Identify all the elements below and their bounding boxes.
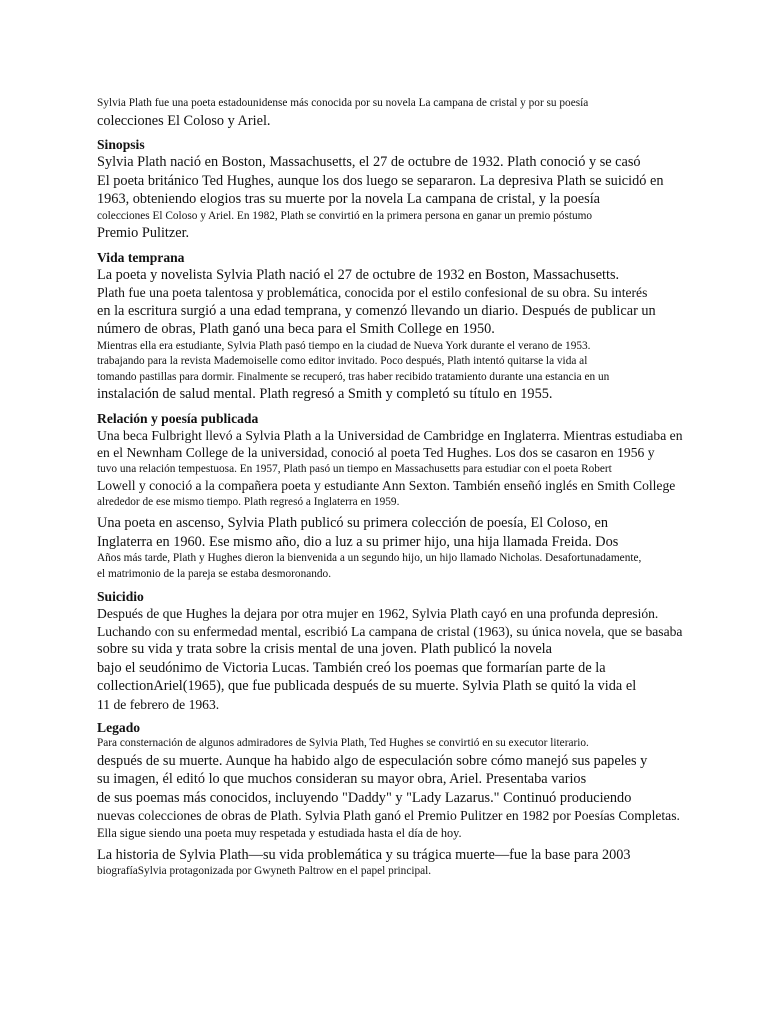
section-heading: Sinopsis bbox=[97, 137, 145, 152]
text-line: La historia de Sylvia Plath—su vida problemática y su trágica muerte—fue la base para 2003 bbox=[97, 846, 631, 863]
text-line: colecciones El Coloso y Ariel. bbox=[97, 112, 271, 129]
text-line: Después de que Hughes la dejara por otra mujer en 1962, Sylvia Plath cayó en una profunda depresión. bbox=[97, 606, 659, 621]
text-line: Inglaterra en 1960. Ese mismo año, dio a luz a su primer hijo, una hija llamada Freida. Dos bbox=[97, 533, 619, 550]
text-line: Ella sigue siendo una poeta muy respetada y estudiada hasta el día de hoy. bbox=[97, 825, 462, 840]
text-line: trabajando para la revista Mademoiselle como editor invitado. Poco después, Plath intentó quitarse la vida al bbox=[97, 355, 588, 367]
text-line: tuvo una relación tempestuosa. En 1957, Plath pasó un tiempo en Massachusetts para estudiar con el poeta Robert bbox=[97, 462, 612, 475]
section-heading: Suicidio bbox=[97, 589, 144, 604]
text-line: Una beca Fulbright llevó a Sylvia Plath a la Universidad de Cambridge en Inglaterra. Mientras estudiaba en bbox=[97, 427, 683, 443]
text-line: en la escritura surgió a una edad temprana, y comenzó llevando un diario. Después de publicar un bbox=[97, 302, 656, 319]
text-line: colecciones El Coloso y Ariel. En 1982, Plath se convirtió en la primera persona en ganar un premio póstumo bbox=[97, 209, 593, 222]
text-line: alrededor de ese mismo tiempo. Plath regresó a Inglaterra en 1959. bbox=[97, 495, 400, 508]
text-line: bajo el seudónimo de Victoria Lucas. También creó los poemas que formarían parte de la bbox=[97, 659, 606, 676]
section-relacion bbox=[97, 410, 697, 583]
text-line: nuevas colecciones de obras de Plath. Sylvia Plath ganó el Premio Pulitzer en 1982 por Poesías Completas. bbox=[97, 808, 680, 823]
text-line: Sylvia Plath fue una poeta estadounidense más conocida por su novela La campana de cristal y por su poesía bbox=[97, 97, 589, 109]
text-line: biografíaSylvia protagonizada por Gwyneth Paltrow en el papel principal. bbox=[97, 865, 432, 877]
section-heading: Vida temprana bbox=[97, 249, 185, 265]
text-line: Premio Pulitzer. bbox=[97, 225, 190, 241]
section-heading: Legado bbox=[97, 720, 141, 735]
text-line: 11 de febrero de 1963. bbox=[97, 696, 220, 712]
text-line: 1963, obteniendo elogios tras su muerte por la novela La campana de cristal, y la poesía bbox=[97, 191, 601, 207]
text-line: instalación de salud mental. Plath regresó a Smith y completó su título en 1955. bbox=[97, 386, 553, 402]
text-line: el matrimonio de la pareja se estaba desmoronando. bbox=[97, 567, 332, 580]
text-line: Años más tarde, Plath y Hughes dieron la bienvenida a un segundo hijo, un hijo llamado Nicholas. Desafortunadamente, bbox=[97, 552, 642, 564]
text-line: Una poeta en ascenso, Sylvia Plath publicó su primera colección de poesía, El Coloso, en bbox=[97, 515, 608, 531]
text-line: después de su muerte. Aunque ha habido algo de especulación sobre cómo manejó sus papeles y bbox=[97, 752, 648, 769]
text-line: número de obras, Plath ganó una beca para el Smith College en 1950. bbox=[97, 321, 495, 337]
section-suicidio bbox=[97, 588, 697, 713]
text-line: Luchando con su enfermedad mental, escribió La campana de cristal (1963), su única novela, que se basaba bbox=[97, 623, 683, 639]
text-line: de sus poemas más conocidos, incluyendo "Daddy" y "Lady Lazarus." Continuó produciendo bbox=[97, 789, 632, 806]
text-line: Mientras ella era estudiante, Sylvia Plath pasó tiempo en la ciudad de Nueva York durante el verano de 1953. bbox=[97, 339, 591, 352]
text-line: Lowell y conoció a la compañera poeta y estudiante Ann Sexton. También enseñó inglés en Smith College bbox=[97, 478, 676, 493]
document-page bbox=[97, 96, 697, 880]
text-line: collectionAriel(1965), que fue publicada después de su muerte. Sylvia Plath se quitó la vida el bbox=[97, 678, 637, 694]
section-vida-temprana bbox=[97, 249, 697, 404]
text-line: El poeta británico Ted Hughes, aunque los dos luego se separaron. La depresiva Plath se suicidó en bbox=[97, 172, 664, 189]
text-line: Plath fue una poeta talentosa y problemática, conocida por el estilo confesional de su obra. Su interés bbox=[97, 285, 648, 300]
section-legado bbox=[97, 719, 697, 880]
text-line: su imagen, él editó lo que muchos consideran su mayor obra, Ariel. Presentaba varios bbox=[97, 771, 587, 787]
text-line: Para consternación de algunos admiradores de Sylvia Plath, Ted Hughes se convirtió en su executor literario. bbox=[97, 737, 589, 749]
text-line: sobre su vida y trata sobre la crisis mental de una joven. Plath publicó la novela bbox=[97, 641, 552, 657]
text-line: en el Newnham College de la universidad, conoció al poeta Ted Hughes. Los dos se casaron en 1956 y bbox=[97, 445, 655, 460]
text-line: Sylvia Plath nació en Boston, Massachusetts, el 27 de octubre de 1932. Plath conoció y se casó bbox=[97, 154, 641, 170]
section-heading: Relación y poesía publicada bbox=[97, 410, 259, 426]
text-line: La poeta y novelista Sylvia Plath nació el 27 de octubre de 1932 en Boston, Massachusetts. bbox=[97, 266, 620, 283]
text-line: tomando pastillas para dormir. Finalmente se recuperó, tras haber recibido tratamiento durante una estancia en un bbox=[97, 370, 610, 383]
section-sinopsis bbox=[97, 136, 697, 243]
intro-paragraph bbox=[97, 96, 697, 130]
